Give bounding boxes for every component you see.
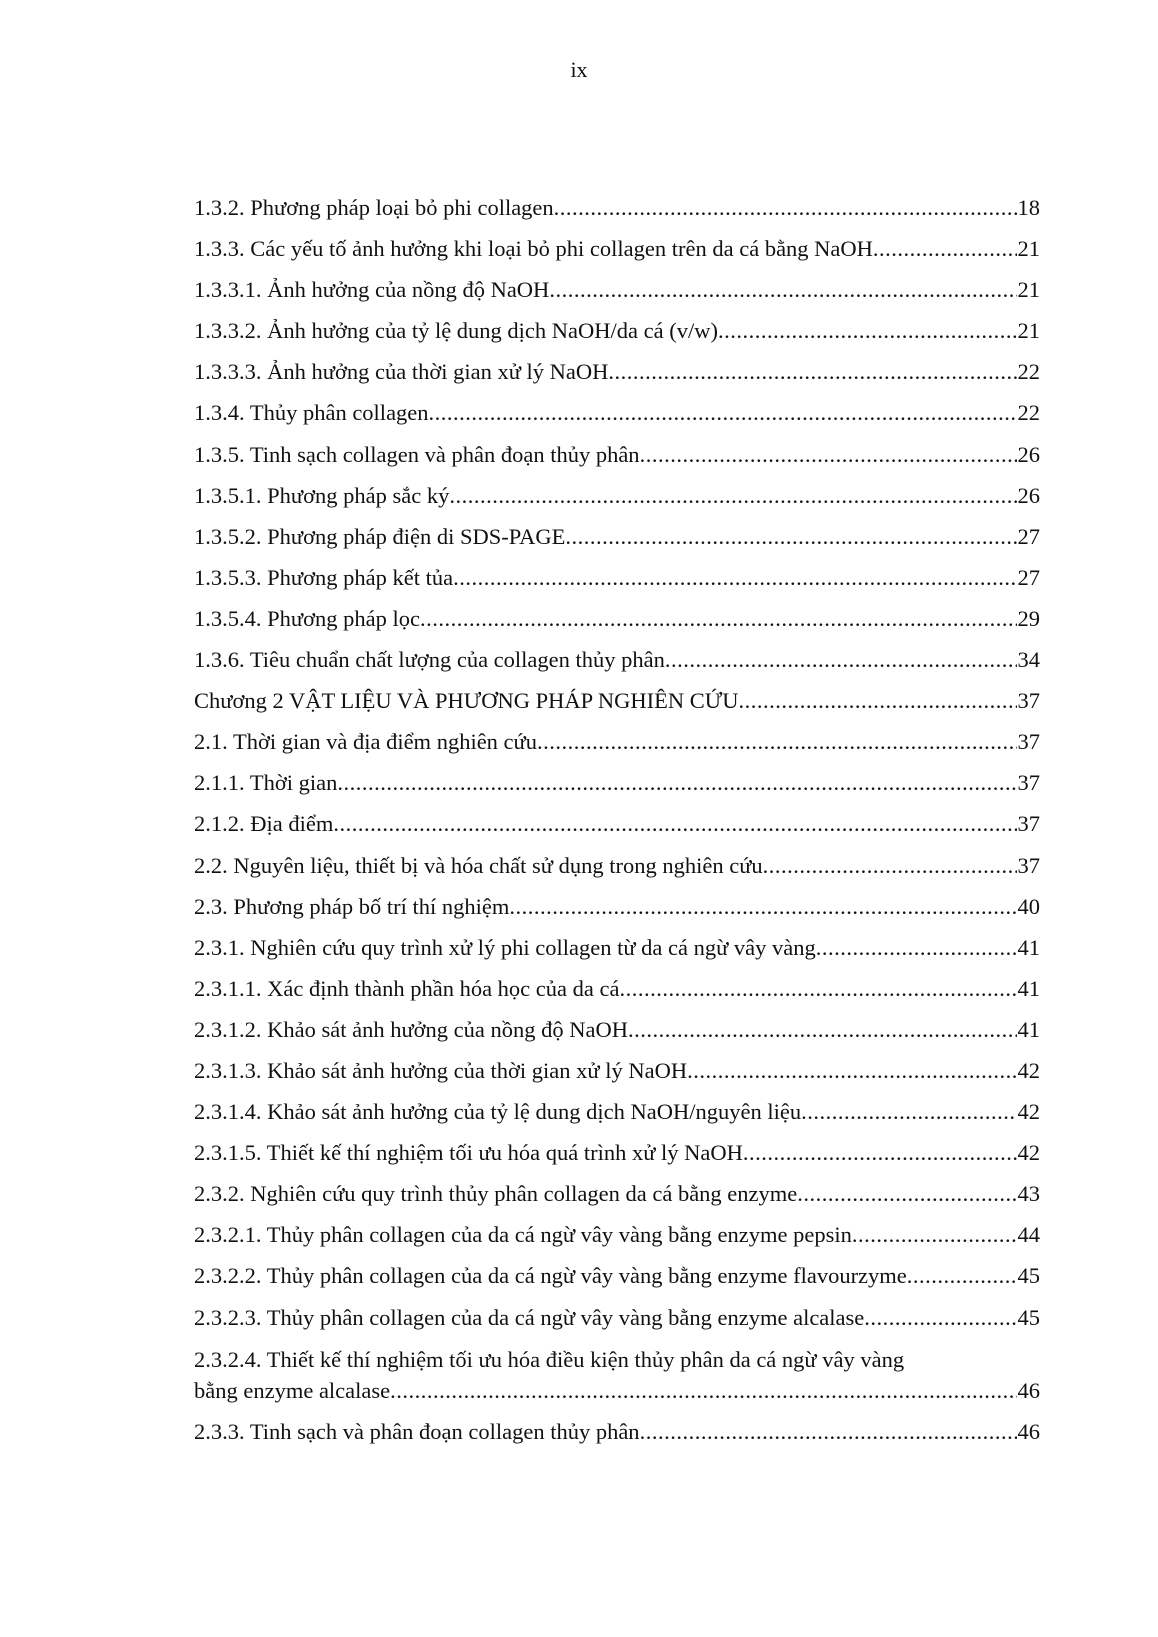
toc-dot-leader [537,727,1017,757]
toc-dot-leader [907,1261,1017,1291]
toc-entry-page: 42 [1017,1057,1040,1083]
toc-dot-leader [743,1138,1017,1168]
toc-entry-page: 46 [1017,1377,1040,1403]
toc-entry-title: 1.3.3.1. Ảnh hưởng của nồng độ NaOH [194,277,550,303]
toc-dot-leader [333,809,1016,839]
toc-dot-leader [554,193,1017,223]
toc-entry[interactable] [194,234,1040,275]
toc-entry-title: 1.3.5. Tinh sạch collagen và phân đoạn thủy phân [194,441,640,467]
toc-entry-title: 1.3.3. Các yếu tố ảnh hưởng khi loại bỏ phi collagen trên da cá bằng NaOH [194,236,873,262]
toc-entry-page: 26 [1017,441,1040,467]
toc-entry-title-continuation: bằng enzyme alcalase [194,1377,391,1403]
toc-dot-leader [628,1015,1016,1045]
toc-dot-leader [640,1417,1017,1447]
toc-dot-leader [549,275,1016,305]
toc-entry-title: 1.3.3.3. Ảnh hưởng của thời gian xử lý NaOH [194,359,609,385]
toc-entry-title: 2.3.2.3. Thủy phân collagen của da cá ngừ vây vàng bằng enzyme alcalase [194,1304,865,1330]
toc-chapter-entry[interactable] [194,686,1040,727]
toc-entry-title: 2.3.2.1. Thủy phân collagen của da cá ngừ vây vàng bằng enzyme pepsin [194,1222,852,1248]
toc-entry-title: 2.3.1.5. Thiết kế thí nghiệm tối ưu hóa quá trình xử lý NaOH [194,1140,743,1166]
toc-entry-page: 26 [1017,482,1040,508]
toc-dot-leader [509,892,1016,922]
toc-dot-leader [738,686,1016,716]
toc-entry-page: 21 [1017,277,1040,303]
toc-entry-page: 21 [1017,318,1040,344]
toc-entry[interactable] [194,522,1040,563]
toc-entry-title: 1.3.5.3. Phương pháp kết tủa [194,564,454,590]
toc-dot-leader [429,398,1017,428]
toc-entry-title: 1.3.2. Phương pháp loại bỏ phi collagen [194,195,554,220]
toc-entry-title: 2.3.1.2. Khảo sát ảnh hưởng của nồng độ NaOH [194,1016,629,1042]
toc-entry-title: 1.3.6. Tiêu chuẩn chất lượng của collagen thủy phân [194,647,665,673]
toc-entry[interactable] [194,481,1040,522]
toc-entry[interactable] [194,440,1040,481]
toc-dot-leader [449,481,1016,511]
toc-entry-title: 2.2. Nguyên liệu, thiết bị và hóa chất sử dụng trong nghiên cứu [194,852,763,878]
toc-entry-title: 1.3.5.2. Phương pháp điện di SDS-PAGE [194,523,566,549]
toc-dot-leader [852,1220,1017,1250]
toc-entry-title: Chương 2 VẬT LIỆU VÀ PHƯƠNG PHÁP NGHIÊN CỨU [194,688,739,714]
toc-entry-page: 22 [1017,359,1040,385]
toc-entry[interactable] [194,974,1040,1015]
toc-entry[interactable] [194,1417,1040,1458]
toc-entry-title: 2.3.1.1. Xác định thành phần hóa học của da cá [194,975,620,1001]
toc-entry[interactable] [194,645,1040,686]
toc-entry-page: 45 [1017,1263,1040,1289]
toc-entry[interactable] [194,604,1040,645]
toc-entry-title: 1.3.4. Thủy phân collagen [194,400,429,426]
toc-entry-title: 2.3.2.2. Thủy phân collagen của da cá ngừ vây vàng bằng enzyme flavourzyme [194,1263,907,1289]
toc-entry-title: 2.3. Phương pháp bố trí thí nghiệm [194,893,510,919]
toc-dot-leader [453,563,1016,593]
toc-entry-page: 43 [1017,1181,1040,1207]
toc-dot-leader [608,357,1016,387]
toc-entry-title: 2.1.2. Địa điểm [194,811,334,837]
toc-entry-title: 2.1. Thời gian và địa điểm nghiên cứu [194,729,537,755]
toc-entry[interactable] [194,809,1040,850]
toc-entry[interactable] [194,357,1040,398]
toc-entry[interactable] [194,1138,1040,1179]
toc-entry-page: 37 [1017,729,1040,755]
toc-entry[interactable] [194,1097,1040,1138]
toc-dot-leader [801,1097,1016,1127]
toc-entry-page: 45 [1017,1304,1040,1330]
toc-dot-leader [565,522,1016,552]
toc-entry-title: 2.3.2. Nghiên cứu quy trình thủy phân collagen da cá bằng enzyme [194,1181,798,1207]
toc-entry-title: 2.1.1. Thời gian [194,770,338,796]
toc-entry-page: 41 [1017,1016,1040,1042]
toc-entry-title: 2.3.2.4. Thiết kế thí nghiệm tối ưu hóa điều kiện thủy phân da cá ngừ vây vàng [194,1346,905,1372]
toc-entry[interactable] [194,275,1040,316]
toc-dot-leader [337,768,1016,798]
toc-entry-page: 34 [1017,647,1040,673]
toc-entry[interactable] [194,933,1040,974]
toc-entry[interactable] [194,563,1040,604]
toc-entry[interactable] [194,1344,1040,1417]
toc-entry-page: 22 [1017,400,1040,426]
toc-dot-leader [619,974,1016,1004]
toc-dot-leader [687,1056,1016,1086]
toc-entry[interactable] [194,1303,1040,1344]
toc-dot-leader [763,851,1017,881]
toc-entry-title: 2.3.3. Tinh sạch và phân đoạn collagen thủy phân [194,1418,640,1444]
toc-entry-page: 37 [1017,811,1040,837]
toc-dot-leader [864,1303,1016,1333]
toc-entry-page: 42 [1017,1140,1040,1166]
toc-entry[interactable] [194,768,1040,809]
toc-entry-page: 41 [1017,934,1040,960]
toc-entry-title: 1.3.3.2. Ảnh hưởng của tỷ lệ dung dịch NaOH/da cá (v/w) [194,318,718,344]
toc-entry[interactable] [194,1261,1040,1302]
toc-entry-page: 37 [1017,688,1040,714]
toc-entry[interactable] [194,1015,1040,1056]
toc-entry[interactable] [194,1179,1040,1220]
toc-entry[interactable] [194,1220,1040,1261]
toc-entry[interactable] [194,316,1040,357]
toc-entry-title: 2.3.1.4. Khảo sát ảnh hưởng của tỷ lệ dung dịch NaOH/nguyên liệu [194,1099,802,1125]
toc-entry-title: 1.3.5.1. Phương pháp sắc ký [194,482,450,508]
table-of-contents [194,193,1040,1458]
toc-entry-title: 2.3.1. Nghiên cứu quy trình xử lý phi collagen từ da cá ngừ vây vàng [194,934,816,960]
toc-entry[interactable] [194,193,1040,234]
toc-dot-leader [873,234,1017,264]
toc-entry[interactable] [194,1056,1040,1097]
toc-entry-page: 46 [1017,1418,1040,1444]
toc-dot-leader [390,1375,1016,1406]
toc-dot-leader [640,440,1017,470]
toc-entry[interactable] [194,398,1040,439]
toc-entry-page: 37 [1017,852,1040,878]
toc-entry-title: 1.3.5.4. Phương pháp lọc [194,605,420,631]
toc-entry[interactable] [194,727,1040,768]
toc-entry-page: 18 [1017,195,1040,220]
toc-entry-page: 29 [1017,605,1040,631]
toc-dot-leader [665,645,1017,675]
toc-entry-page: 27 [1017,523,1040,549]
toc-entry-page: 44 [1017,1222,1040,1248]
toc-entry-page: 41 [1017,975,1040,1001]
toc-entry-page: 42 [1017,1099,1040,1125]
page-number: ix [570,57,588,82]
toc-entry-title: 2.3.1.3. Khảo sát ảnh hưởng của thời gian xử lý NaOH [194,1057,688,1083]
toc-entry[interactable] [194,892,1040,933]
toc-dot-leader [816,933,1017,963]
toc-entry-page: 37 [1017,770,1040,796]
toc-entry[interactable] [194,851,1040,892]
toc-entry-page: 21 [1017,236,1040,262]
toc-entry-page: 27 [1017,564,1040,590]
toc-dot-leader [420,604,1017,634]
toc-dot-leader [797,1179,1016,1209]
toc-dot-leader [718,316,1017,346]
toc-entry-page: 40 [1017,893,1040,919]
